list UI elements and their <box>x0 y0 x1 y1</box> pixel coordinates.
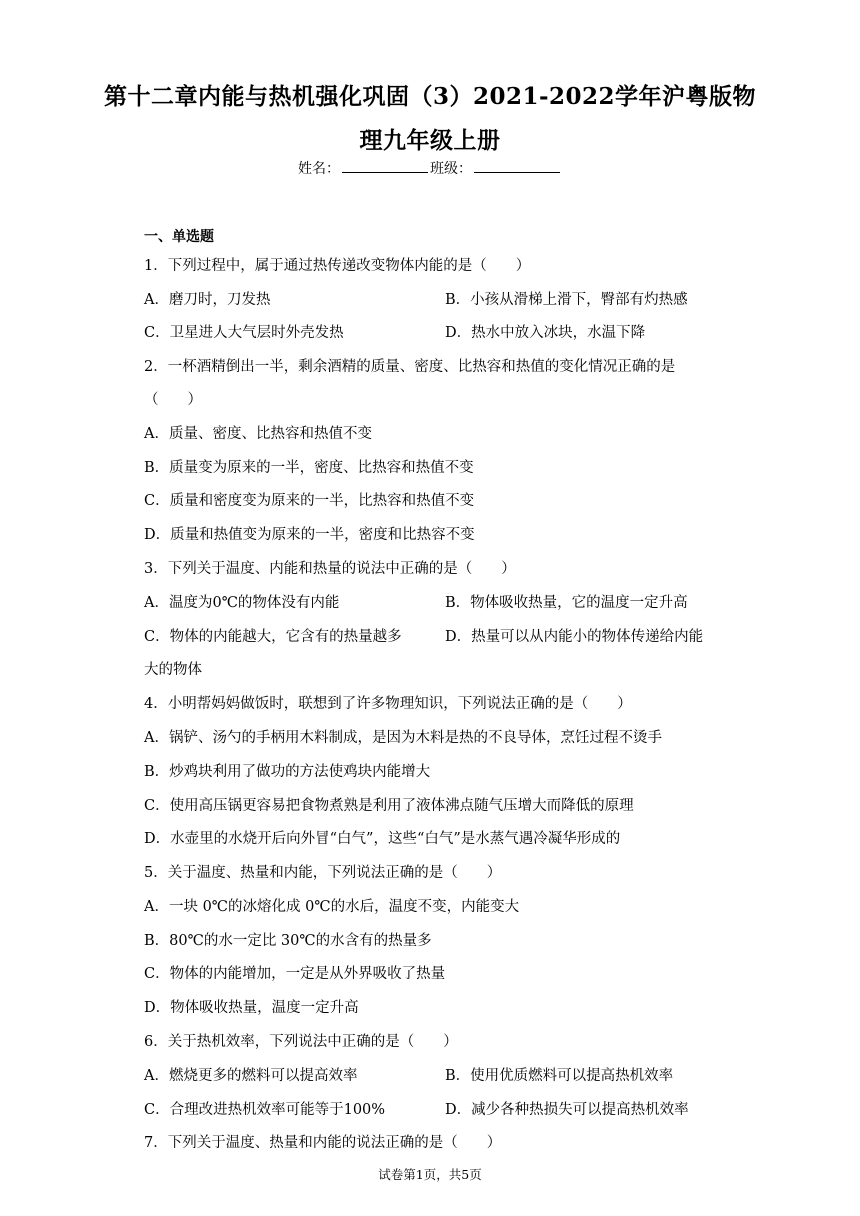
question-7-stem: 7．下列关于温度、热量和内能的说法正确的是（ ） <box>144 1135 502 1151</box>
question-4-option-b: B．炒鸡块利用了做功的方法使鸡块内能增大 <box>144 764 431 780</box>
question-2-stem: 2．一杯酒精倒出一半，剩余酒精的质量、密度、比热容和热值的变化情况正确的是 <box>144 359 676 375</box>
page-footer: 试卷第1页，共5页 <box>378 1167 482 1182</box>
question-6-option-c: C．合理改进热机效率可能等于100% <box>144 1102 386 1118</box>
student-info <box>0 158 860 178</box>
question-2-option-a: A．质量、密度、比热容和热值不变 <box>144 426 372 442</box>
question-2-option-d: D．质量和热值变为原来的一半，密度和比热容不变 <box>144 527 475 543</box>
question-1-option-c: C．卫星进人大气层时外壳发热 <box>144 325 344 341</box>
question-4-option-a: A．锅铲、汤勺的手柄用木料制成，是因为木料是热的不良导体，烹饪过程不烫手 <box>144 730 662 746</box>
question-5-option-b: B．80℃的水一定比 30℃的水含有的热量多 <box>144 933 432 949</box>
question-2-option-c: C．质量和密度变为原来的一半，比热容和热值不变 <box>144 493 475 509</box>
question-3-option-a: A．温度为0℃的物体没有内能 <box>144 595 340 611</box>
name-blank[interactable] <box>342 160 428 173</box>
question-6-stem: 6．关于热机效率，下列说法中正确的是（ ） <box>144 1034 458 1050</box>
question-3-option-d: D．热量可以从内能小的物体传递给内能 <box>445 629 704 645</box>
question-5-option-a: A．一块 0℃的冰熔化成 0℃的水后，温度不变，内能变大 <box>144 899 520 915</box>
question-1-stem: 1．下列过程中，属于通过热传递改变物体内能的是（ ） <box>144 258 531 274</box>
question-2-option-b: B．质量变为原来的一半，密度、比热容和热值不变 <box>144 460 474 476</box>
section-heading: 一、单选题 <box>144 229 214 245</box>
question-3-stem: 3．下列关于温度、内能和热量的说法中正确的是（ ） <box>144 561 516 577</box>
title-line-2: 理九年级上册 <box>359 127 501 154</box>
question-3-option-b: B．物体吸收热量，它的温度一定升高 <box>445 595 688 611</box>
question-3-option-d-cont: 大的物体 <box>144 662 202 678</box>
question-1-option-a: A．磨刀时，刀发热 <box>144 292 271 308</box>
title-line-1: 第十二章内能与热机强化巩固（3）2021-2022学年沪粤版物 <box>103 83 757 110</box>
question-3-option-c: C．物体的内能越大，它含有的热量越多 <box>144 629 402 645</box>
question-2-stem-cont: （ ） <box>144 392 202 408</box>
question-6-option-d: D．减少各种热损失可以提高热机效率 <box>445 1102 689 1118</box>
question-4-option-d: D．水壶里的水烧开后向外冒“白气”，这些“白气”是水蒸气遇冷凝华形成的 <box>144 831 621 847</box>
question-6-option-a: A．燃烧更多的燃料可以提高效率 <box>144 1068 358 1084</box>
class-label: 班级： <box>430 161 472 177</box>
question-4-stem: 4．小明帮妈妈做饭时，联想到了许多物理知识，下列说法正确的是（ ） <box>144 696 632 712</box>
question-6-option-b: B．使用优质燃料可以提高热机效率 <box>445 1068 674 1084</box>
question-5-option-c: C．物体的内能增加，一定是从外界吸收了热量 <box>144 966 446 982</box>
name-label: 姓名： <box>298 161 340 177</box>
question-1-option-b: B．小孩从滑梯上滑下，臀部有灼热感 <box>445 292 688 308</box>
question-5-stem: 5．关于温度、热量和内能，下列说法正确的是（ ） <box>144 865 502 881</box>
question-1-option-d: D．热水中放入冰块，水温下降 <box>445 325 646 341</box>
question-4-option-c: C．使用高压锅更容易把食物煮熟是利用了液体沸点随气压增大而降低的原理 <box>144 798 634 814</box>
question-5-option-d: D．物体吸收热量，温度一定升高 <box>144 1000 359 1016</box>
class-blank[interactable] <box>474 160 560 173</box>
